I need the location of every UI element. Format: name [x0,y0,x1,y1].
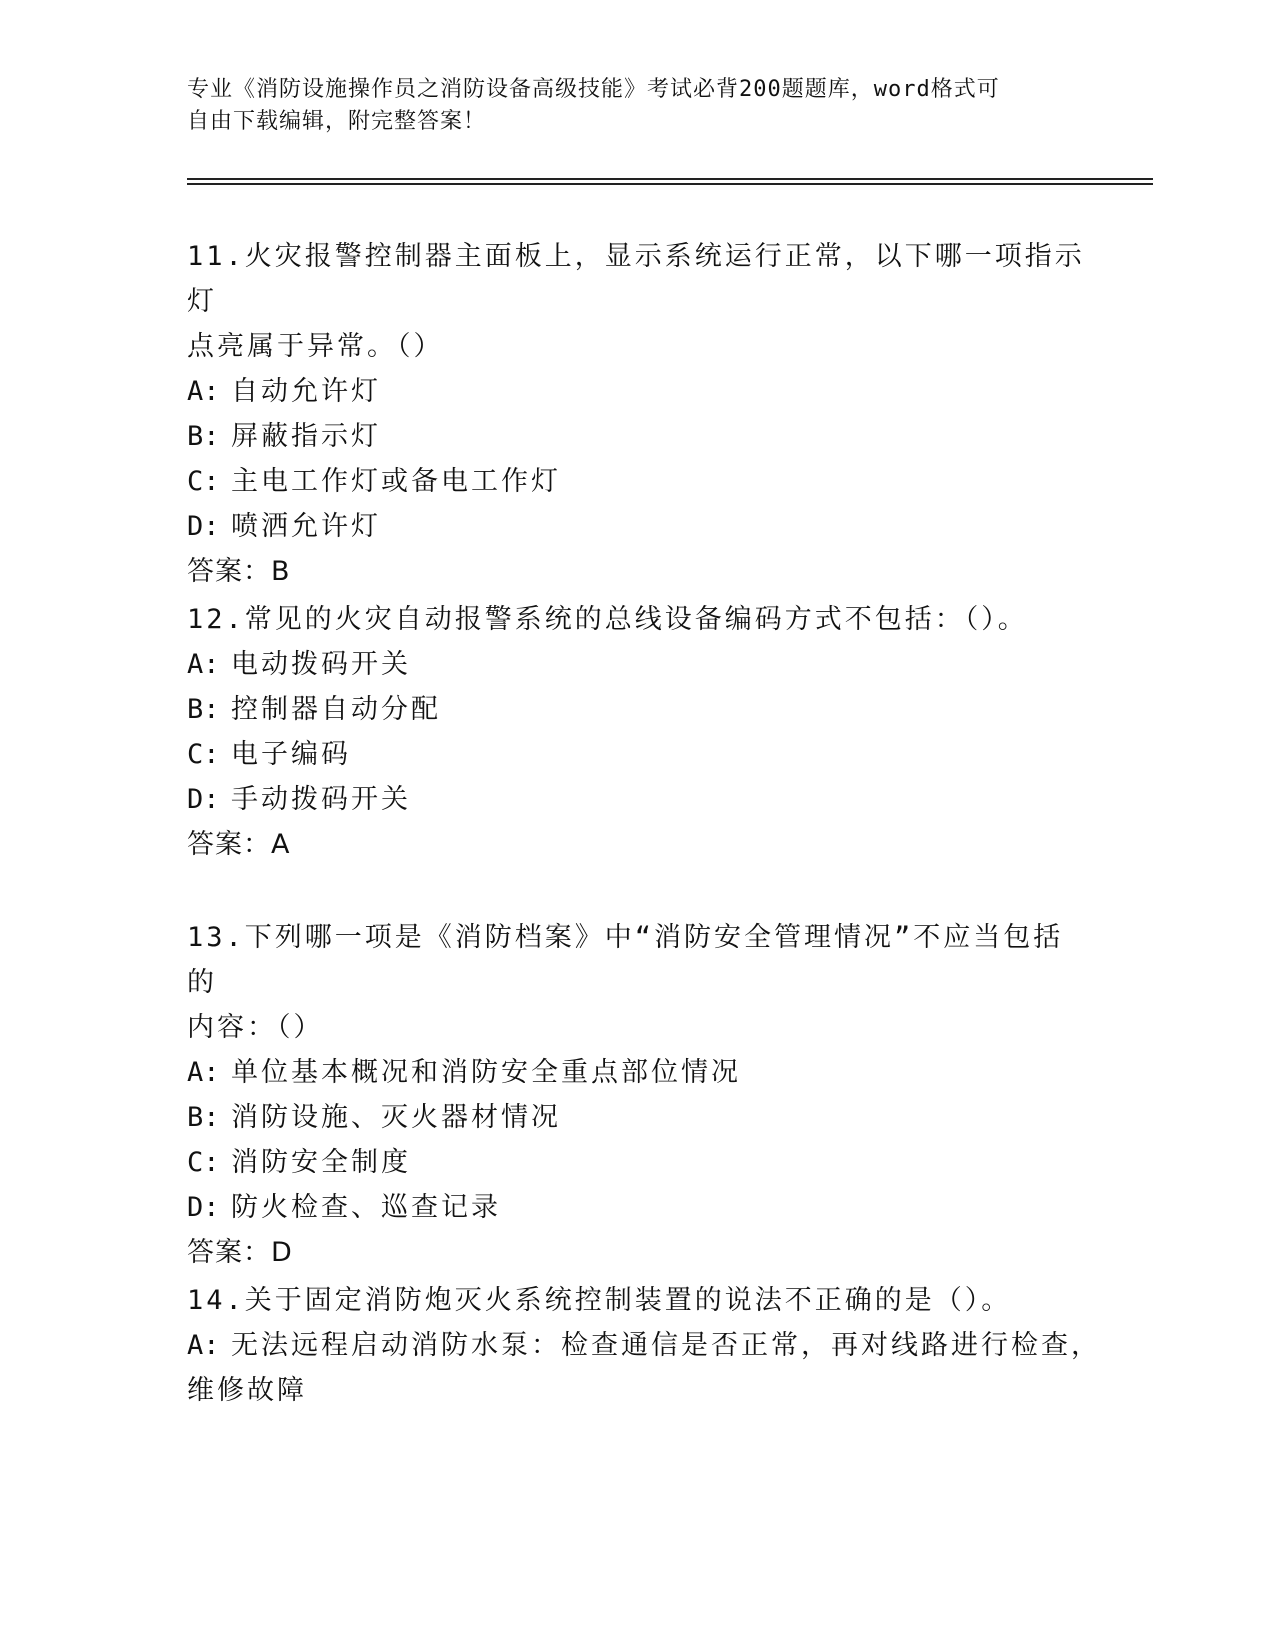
option-key: D: [187,511,220,542]
option-text: 屏蔽指示灯 [231,421,381,452]
option-d [187,1185,1087,1230]
header-line-2: 自由下载编辑，附完整答案！ [187,109,487,134]
question-13 [187,915,1087,1275]
option-d [187,777,1087,822]
document-header [187,74,1067,138]
header-line-1: 专业《消防设施操作员之消防设备高级技能》考试必背200题题库，word格式可 [187,77,1000,102]
option-c [187,459,1087,504]
option-key: D: [187,1192,220,1223]
option-key: A: [187,1330,220,1361]
option-key: C: [187,739,220,770]
option-key: A: [187,376,220,407]
option-text: 自动允许灯 [231,376,381,407]
option-key: D: [187,784,220,815]
answer-line: 答案：A [187,829,291,860]
option-text: 控制器自动分配 [231,694,441,725]
option-continuation: 维修故障 [187,1375,307,1406]
option-text: 消防安全制度 [231,1147,411,1178]
option-c [187,732,1087,777]
option-text: 防火检查、巡查记录 [231,1192,501,1223]
option-text: 电动拨码开关 [231,649,411,680]
option-key: B: [187,1102,220,1133]
option-a [187,1323,1101,1368]
option-b [187,687,1087,732]
option-c [187,1140,1087,1185]
question-12 [187,597,1087,867]
option-b [187,1095,1087,1140]
option-a [187,369,1087,414]
option-key: A: [187,1057,220,1088]
option-text: 无法远程启动消防水泵：检查通信是否正常，再对线路进行检查， [231,1330,1101,1361]
option-text: 主电工作灯或备电工作灯 [231,466,561,497]
question-text-line: 12.常见的火灾自动报警系统的总线设备编码方式不包括：（）。 [187,604,1028,635]
option-key: C: [187,1147,220,1178]
option-key: B: [187,421,220,452]
option-a [187,1050,1087,1095]
option-key: A: [187,649,220,680]
question-11 [187,234,1087,594]
option-text: 电子编码 [231,739,351,770]
question-text-line: 14.关于固定消防炮灭火系统控制装置的说法不正确的是（）。 [187,1285,1012,1316]
option-key: C: [187,466,220,497]
option-a [187,642,1087,687]
question-text-line: 内容：（） [187,1012,324,1043]
option-text: 手动拨码开关 [231,784,411,815]
header-divider-bottom [187,183,1153,185]
header-divider-top [187,178,1153,180]
option-d [187,504,1087,549]
option-text: 消防设施、灭火器材情况 [231,1102,561,1133]
option-text: 单位基本概况和消防安全重点部位情况 [231,1057,741,1088]
answer-line: 答案：B [187,556,291,587]
option-text: 喷洒允许灯 [231,511,381,542]
answer-line: 答案：D [187,1237,293,1268]
option-key: B: [187,694,220,725]
question-text-line: 13.下列哪一项是《消防档案》中“消防安全管理情况”不应当包括的 [187,922,1064,998]
question-14 [187,1278,1101,1413]
question-text-line: 11.火灾报警控制器主面板上，显示系统运行正常，以下哪一项指示灯 [187,241,1085,317]
question-text-line: 点亮属于异常。（） [187,331,444,362]
option-b [187,414,1087,459]
